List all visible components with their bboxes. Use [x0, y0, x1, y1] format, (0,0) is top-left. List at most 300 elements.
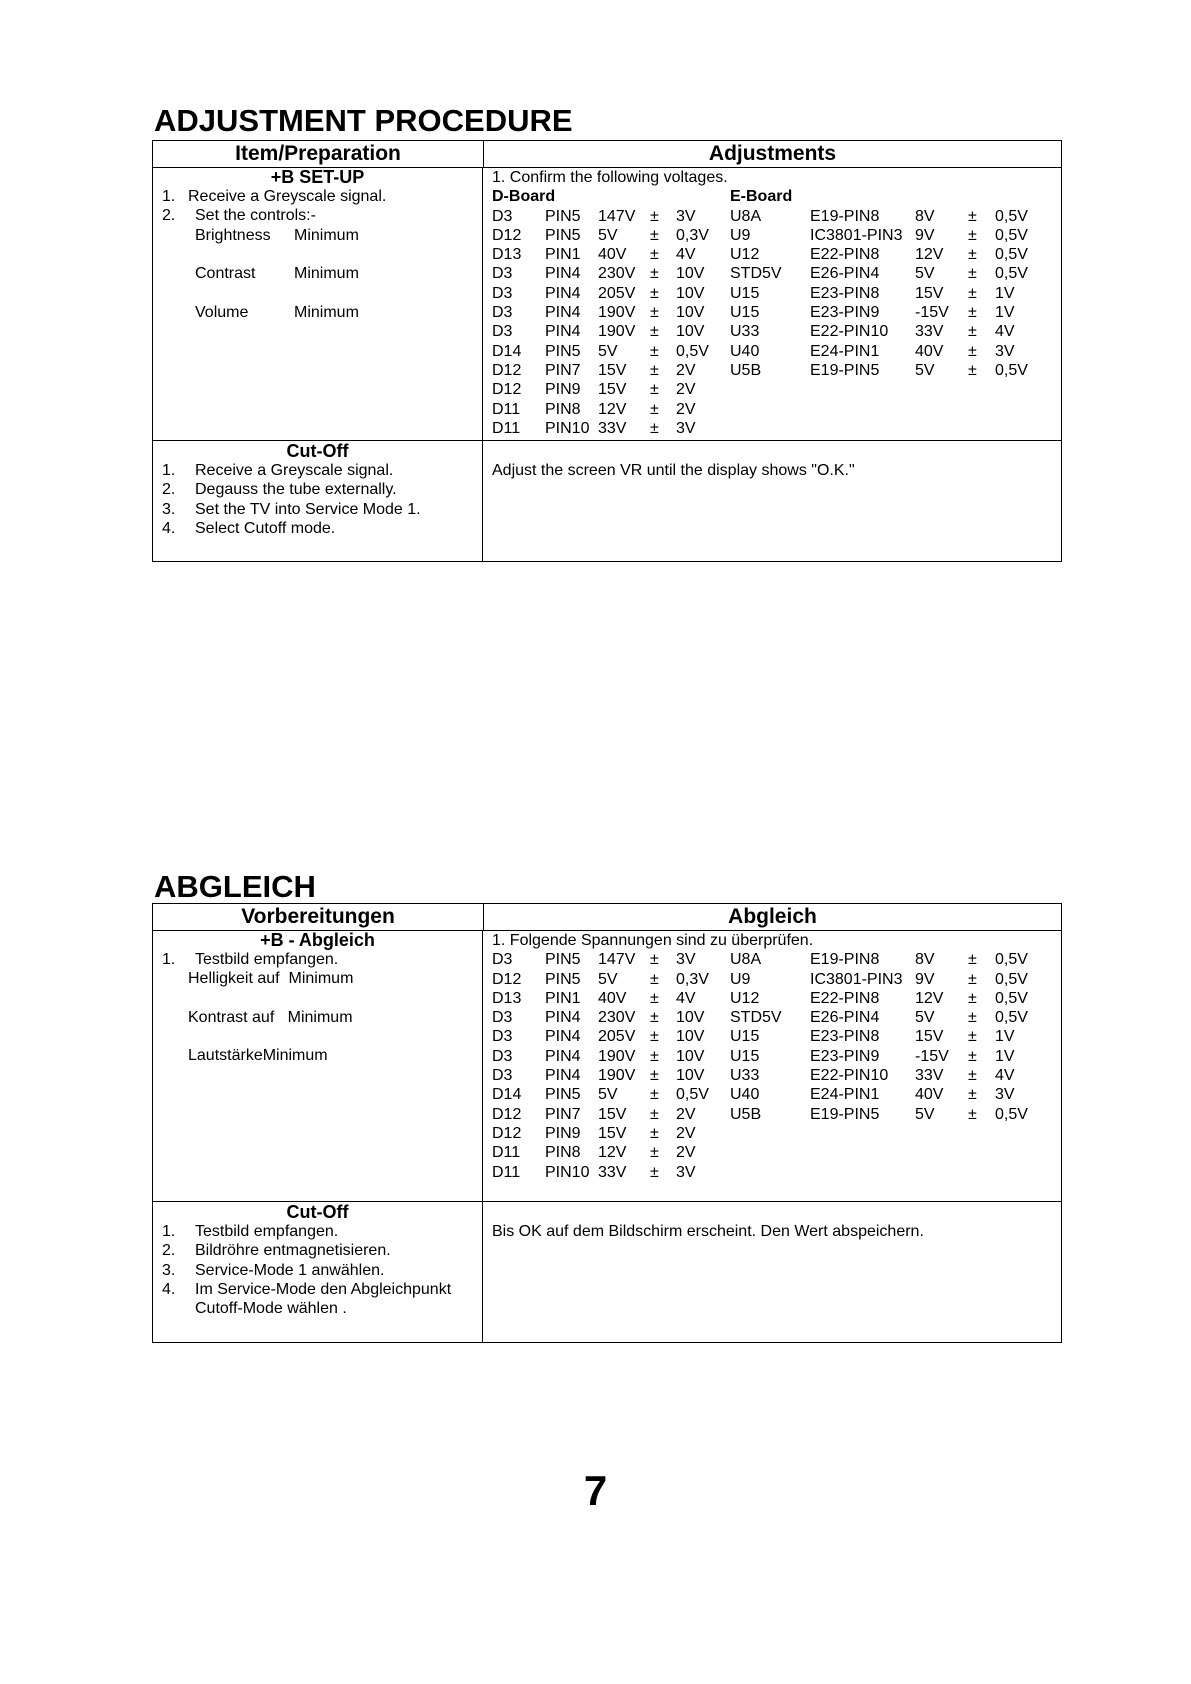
voltage-cell: E26-PIN4: [810, 1009, 880, 1027]
voltage-cell: PIN8: [545, 1144, 581, 1162]
voltage-cell: -15V: [915, 304, 949, 322]
adjustment-table: [152, 140, 1062, 562]
voltage-cell: PIN4: [545, 265, 581, 283]
voltage-cell: 33V: [915, 323, 944, 341]
voltage-cell: 5V: [598, 1086, 618, 1104]
step-number: 1.: [162, 188, 176, 205]
voltage-cell: 40V: [915, 342, 944, 360]
voltage-cell: [915, 1163, 968, 1182]
voltage-row: [492, 400, 1061, 419]
voltage-cell: 0,5V: [995, 951, 1028, 969]
voltage-cell: 10V: [676, 304, 705, 322]
voltage-cell: ±: [968, 265, 977, 283]
voltage-cell: [968, 400, 995, 419]
voltage-cell: 15V: [598, 381, 627, 399]
voltage-cell: ±: [650, 1163, 659, 1181]
voltage-rows: [492, 207, 1061, 439]
voltage-cell: [810, 1143, 915, 1162]
voltage-cell: ±: [650, 1144, 659, 1162]
voltage-cell: 10V: [676, 1067, 705, 1085]
voltage-cell: 3V: [676, 1163, 696, 1181]
step-text: Degauss the tube externally.: [195, 481, 397, 499]
voltage-row: [492, 1027, 1061, 1046]
voltage-cell: ±: [650, 1086, 659, 1104]
voltage-cell: U9: [730, 970, 751, 988]
voltage-cell: 33V: [598, 419, 627, 437]
voltage-rows: [492, 950, 1061, 1182]
voltage-cell: D3: [492, 265, 513, 283]
voltage-cell: 2V: [676, 381, 696, 399]
voltage-cell: D11: [492, 400, 521, 418]
voltage-cell: 147V: [598, 951, 636, 969]
voltage-cell: 5V: [915, 1105, 935, 1123]
voltage-cell: ±: [650, 304, 659, 322]
voltage-row: [492, 1163, 1061, 1182]
voltage-cell: ±: [968, 1086, 977, 1104]
setup-row: [153, 168, 1061, 440]
voltage-cell: 3V: [995, 1086, 1015, 1104]
step-number: 2.: [162, 481, 176, 499]
voltage-cell: 40V: [598, 989, 627, 1007]
voltage-cell: 0,5V: [995, 265, 1028, 283]
voltage-cell: U15: [730, 1028, 760, 1046]
cutoff-instruction: Bis OK auf dem Bildschirm erscheint. Den Wert abspeichern.: [492, 1223, 924, 1240]
voltage-cell: 15V: [598, 1105, 627, 1123]
voltage-cell: -15V: [915, 1047, 949, 1065]
voltage-cell: ±: [650, 361, 659, 379]
control-setting: [162, 1046, 482, 1065]
step-text: Im Service-Mode den Abgleichpunkt Cutoff-Mode wählen .: [195, 1280, 452, 1318]
voltage-cell: ±: [650, 226, 659, 244]
voltage-cell: 12V: [598, 400, 627, 418]
voltage-cell: [915, 1143, 968, 1162]
control-setting: [162, 264, 482, 283]
voltage-cell: 3V: [676, 951, 696, 969]
voltage-cell: ±: [650, 323, 659, 341]
voltage-cell: PIN5: [545, 970, 581, 988]
voltage-cell: U5B: [730, 1105, 762, 1123]
voltage-cell: 15V: [598, 361, 627, 379]
voltage-cell: ±: [968, 207, 977, 225]
voltage-cell: 0,5V: [676, 1086, 709, 1104]
voltage-row: [492, 207, 1061, 226]
voltage-cell: ±: [650, 381, 659, 399]
voltage-cell: 0,5V: [995, 1105, 1028, 1123]
control-setting: [162, 1008, 482, 1027]
voltage-cell: 5V: [598, 970, 618, 988]
setup-heading: +B - Abgleich: [260, 930, 375, 950]
column-header-vorbereitungen: Vorbereitungen: [153, 904, 484, 930]
confirm-instruction: 1. Confirm the following voltages.: [492, 169, 728, 186]
voltage-cell: E24-PIN1: [810, 342, 880, 360]
voltage-cell: [968, 419, 995, 438]
prep-step: [162, 206, 482, 225]
voltage-cell: ±: [968, 304, 977, 322]
voltage-cell: 15V: [915, 1028, 944, 1046]
voltage-cell: [810, 400, 915, 419]
voltage-cell: D3: [492, 1047, 513, 1065]
voltage-cell: E23-PIN8: [810, 284, 880, 302]
prep-step: [162, 1261, 482, 1280]
step-text: Testbild empfangen.: [195, 951, 339, 968]
voltage-cell: 2V: [676, 400, 696, 418]
voltage-cell: 10V: [676, 1047, 705, 1065]
setup-row: [153, 931, 1061, 1201]
voltage-cell: D12: [492, 361, 522, 379]
voltage-row: [492, 303, 1061, 322]
voltage-cell: ±: [968, 361, 977, 379]
voltage-cell: ±: [650, 989, 659, 1007]
setup-heading: +B SET-UP: [270, 167, 365, 187]
voltage-cell: ±: [968, 1047, 977, 1065]
voltage-cell: 0,5V: [676, 342, 709, 360]
voltage-cell: [915, 419, 968, 438]
step-number: 3.: [162, 500, 176, 518]
voltage-cell: 0,5V: [995, 246, 1028, 264]
voltage-cell: 8V: [915, 951, 935, 969]
voltage-cell: ±: [650, 1009, 659, 1027]
voltage-cell: 1V: [995, 1028, 1015, 1046]
step-text: Receive a Greyscale signal.: [195, 462, 394, 479]
voltage-cell: E26-PIN4: [810, 265, 880, 283]
voltage-cell: D14: [492, 342, 522, 360]
voltage-cell: E22-PIN10: [810, 323, 889, 341]
voltage-cell: PIN5: [545, 1086, 581, 1104]
voltage-cell: U5B: [730, 361, 762, 379]
voltage-cell: [995, 1143, 1061, 1162]
voltage-cell: E19-PIN8: [810, 951, 880, 969]
e-board-label: E-Board: [730, 188, 793, 206]
voltage-cell: PIN9: [545, 381, 581, 399]
prep-step: [162, 1280, 485, 1319]
voltage-cell: 12V: [915, 246, 944, 264]
voltage-cell: D11: [492, 419, 521, 437]
voltage-cell: 10V: [676, 323, 705, 341]
voltage-cell: D12: [492, 970, 522, 988]
voltage-cell: E23-PIN9: [810, 304, 880, 322]
voltage-cell: 8V: [915, 207, 935, 225]
voltage-cell: U8A: [730, 207, 762, 225]
table-header: [153, 904, 1061, 931]
voltage-cell: ±: [968, 342, 977, 360]
voltage-cell: 1V: [995, 284, 1015, 302]
step-text: Set the controls:-: [195, 207, 316, 225]
voltage-row: [492, 361, 1061, 380]
control-name: Contrast: [195, 265, 256, 283]
page-number: 7: [583, 1467, 608, 1514]
voltage-cell: 2V: [676, 1105, 696, 1123]
voltage-cell: 9V: [915, 226, 935, 244]
voltage-cell: U15: [730, 284, 760, 302]
voltage-cell: 12V: [915, 989, 944, 1007]
voltage-cell: ±: [650, 419, 659, 437]
voltage-cell: D3: [492, 1009, 513, 1027]
voltage-cell: D3: [492, 323, 513, 341]
prep-step: [162, 1222, 482, 1241]
voltage-cell: D13: [492, 989, 522, 1007]
voltage-cell: [810, 380, 915, 399]
voltage-cell: ±: [968, 970, 977, 988]
voltage-row: [492, 245, 1061, 264]
voltage-cell: [730, 380, 810, 399]
voltage-cell: 12V: [598, 1144, 627, 1162]
voltage-cell: ±: [968, 226, 977, 244]
voltage-cell: IC3801-PIN3: [810, 970, 903, 988]
setup-preparation: [153, 931, 483, 1201]
voltage-cell: 0,5V: [995, 970, 1028, 988]
voltage-cell: 5V: [915, 361, 935, 379]
voltage-cell: U9: [730, 226, 751, 244]
voltage-cell: 2V: [676, 1144, 696, 1162]
step-text: Testbild empfangen.: [195, 1223, 339, 1240]
voltage-cell: [915, 400, 968, 419]
voltage-cell: ±: [650, 207, 659, 225]
voltage-cell: 33V: [915, 1067, 944, 1085]
voltage-cell: E19-PIN8: [810, 207, 880, 225]
voltage-cell: ±: [968, 284, 977, 302]
voltage-cell: [730, 419, 810, 438]
voltage-cell: D11: [492, 1144, 521, 1162]
voltage-cell: D11: [492, 1163, 521, 1181]
voltage-cell: 190V: [598, 304, 636, 322]
voltage-cell: 147V: [598, 207, 636, 225]
voltage-cell: ±: [650, 284, 659, 302]
step-number: 4.: [162, 1280, 176, 1298]
voltage-cell: ±: [650, 1067, 659, 1085]
step-text: Set the TV into Service Mode 1.: [195, 500, 421, 518]
voltage-cell: ±: [968, 246, 977, 264]
voltage-cell: 0,5V: [995, 361, 1028, 379]
voltage-cell: [730, 1143, 810, 1162]
control-name: Kontrast auf: [188, 1008, 275, 1026]
voltage-cell: PIN4: [545, 304, 581, 322]
voltage-cell: PIN8: [545, 400, 581, 418]
voltage-cell: PIN10: [545, 419, 590, 437]
voltage-cell: ±: [968, 1028, 977, 1046]
voltage-cell: PIN1: [545, 989, 581, 1007]
voltage-cell: 2V: [676, 1124, 696, 1142]
voltage-cell: D14: [492, 1086, 522, 1104]
voltage-cell: [968, 1143, 995, 1162]
voltage-cell: PIN4: [545, 1067, 581, 1085]
voltage-cell: 5V: [915, 265, 935, 283]
voltage-row: [492, 1143, 1061, 1162]
abgleich-table: [152, 903, 1062, 1343]
voltage-cell: 4V: [995, 323, 1015, 341]
voltage-cell: ±: [650, 970, 659, 988]
voltage-cell: ±: [650, 951, 659, 969]
voltage-cell: E19-PIN5: [810, 361, 880, 379]
voltage-cell: PIN9: [545, 1124, 581, 1142]
control-name: Helligkeit auf: [188, 970, 280, 988]
control-name: Brightness: [195, 226, 271, 244]
voltage-cell: [730, 400, 810, 419]
voltage-cell: U33: [730, 1067, 760, 1085]
voltage-cell: 15V: [915, 284, 944, 302]
cutoff-adjustments: [483, 1202, 1061, 1342]
voltage-cell: 40V: [598, 246, 627, 264]
column-header-preparation: Item/Preparation: [153, 141, 484, 167]
cutoff-instruction: Adjust the screen VR until the display shows "O.K.": [492, 462, 855, 479]
voltage-row: [492, 1008, 1061, 1027]
voltage-cell: PIN1: [545, 246, 581, 264]
voltage-row: [492, 1085, 1061, 1104]
voltage-cell: 190V: [598, 1047, 636, 1065]
voltage-cell: [730, 1124, 810, 1143]
voltage-cell: D12: [492, 226, 522, 244]
prep-step: [162, 950, 482, 969]
voltage-cell: U12: [730, 989, 760, 1007]
column-header-adjustments: Adjustments: [708, 142, 837, 165]
cutoff-preparation: [153, 1202, 483, 1342]
voltage-cell: U40: [730, 342, 760, 360]
voltage-cell: E23-PIN9: [810, 1047, 880, 1065]
control-value: Minimum: [294, 303, 359, 321]
voltage-cell: ±: [650, 400, 659, 418]
voltage-cell: 0,5V: [995, 226, 1028, 244]
voltage-cell: E22-PIN8: [810, 989, 880, 1007]
cutoff-heading: Cut-Off: [286, 1202, 349, 1222]
voltage-cell: [995, 380, 1061, 399]
control-value: Minimum: [294, 265, 359, 283]
voltage-cell: 10V: [676, 284, 705, 302]
voltage-row: [492, 970, 1061, 989]
voltage-cell: [968, 1163, 995, 1182]
confirm-instruction: 1. Folgende Spannungen sind zu überprüfen.: [492, 932, 814, 949]
voltage-cell: 40V: [915, 1086, 944, 1104]
voltage-cell: 10V: [676, 1009, 705, 1027]
voltage-cell: D3: [492, 951, 513, 969]
voltage-cell: PIN7: [545, 1105, 581, 1123]
voltage-cell: ±: [968, 323, 977, 341]
control-value: Minimum: [288, 970, 354, 988]
voltage-cell: 3V: [995, 342, 1015, 360]
voltage-cell: [810, 1163, 915, 1182]
voltage-cell: [995, 1124, 1061, 1143]
voltage-cell: 0,3V: [676, 226, 709, 244]
control-name: Lautstärke: [188, 1047, 263, 1065]
voltage-row: [492, 989, 1061, 1008]
voltage-cell: D12: [492, 381, 522, 399]
voltage-row: [492, 1105, 1061, 1124]
voltage-cell: 1V: [995, 304, 1015, 322]
voltage-cell: D12: [492, 1124, 522, 1142]
voltage-cell: E24-PIN1: [810, 1086, 880, 1104]
voltage-row: [492, 322, 1061, 341]
voltage-cell: 1V: [995, 1047, 1015, 1065]
voltage-cell: U15: [730, 304, 760, 322]
voltage-cell: PIN5: [545, 226, 581, 244]
control-value: Minimum: [287, 1008, 353, 1026]
section-title-abgleich: ABGLEICH: [154, 869, 316, 904]
voltage-cell: ±: [968, 1067, 977, 1085]
voltage-cell: U15: [730, 1047, 760, 1065]
voltage-cell: 205V: [598, 1028, 636, 1046]
voltage-cell: D3: [492, 304, 513, 322]
board-header-row: [492, 187, 1061, 206]
voltage-cell: 0,3V: [676, 970, 709, 988]
voltage-cell: E22-PIN8: [810, 246, 880, 264]
page-title: ADJUSTMENT PROCEDURE: [154, 103, 573, 138]
cutoff-adjustments: [483, 441, 1061, 561]
voltage-row: [492, 342, 1061, 361]
step-number: 3.: [162, 1261, 176, 1279]
voltage-cell: ±: [650, 342, 659, 360]
step-number: 2.: [162, 207, 176, 225]
voltage-cell: [968, 1124, 995, 1143]
step-number: 1.: [162, 1223, 176, 1240]
setup-preparation: [153, 168, 483, 440]
control-setting: [162, 303, 482, 322]
voltage-cell: IC3801-PIN3: [810, 226, 903, 244]
voltage-cell: [915, 1124, 968, 1143]
voltage-cell: ±: [968, 1009, 977, 1027]
voltage-cell: ±: [650, 1047, 659, 1065]
voltage-cell: ±: [650, 1028, 659, 1046]
voltage-table-en: [492, 187, 1061, 438]
voltage-table-de: [492, 950, 1061, 1182]
voltage-cell: ±: [968, 989, 977, 1007]
voltage-cell: [810, 1124, 915, 1143]
voltage-cell: [995, 400, 1061, 419]
voltage-cell: PIN4: [545, 284, 581, 302]
step-text: Bildröhre entmagnetisieren.: [195, 1242, 391, 1260]
step-number: 2.: [162, 1242, 176, 1260]
voltage-cell: E23-PIN8: [810, 1028, 880, 1046]
voltage-row: [492, 1066, 1061, 1085]
voltage-cell: PIN10: [545, 1163, 590, 1181]
step-text: Receive a Greyscale signal.: [188, 188, 387, 205]
prep-step: [162, 500, 482, 519]
table-header: [153, 141, 1061, 168]
voltage-cell: D13: [492, 246, 522, 264]
control-value: Minimum: [294, 226, 359, 244]
voltage-cell: 10V: [676, 1028, 705, 1046]
voltage-cell: 0,5V: [995, 1009, 1028, 1027]
voltage-cell: 230V: [598, 265, 636, 283]
voltage-cell: 5V: [915, 1009, 935, 1027]
voltage-cell: 33V: [598, 1163, 627, 1181]
voltage-cell: D3: [492, 207, 513, 225]
voltage-cell: PIN4: [545, 1028, 581, 1046]
voltage-cell: 190V: [598, 323, 636, 341]
voltage-cell: [995, 1163, 1061, 1182]
control-name: Volume: [195, 303, 249, 321]
voltage-row: [492, 1047, 1061, 1066]
voltage-cell: 10V: [676, 265, 705, 283]
voltage-row: [492, 380, 1061, 399]
voltage-row: [492, 264, 1061, 283]
voltage-cell: [810, 419, 915, 438]
control-value: Minimum: [262, 1047, 328, 1065]
voltage-cell: 5V: [598, 342, 618, 360]
voltage-cell: ±: [650, 1105, 659, 1123]
column-header-abgleich: Abgleich: [728, 905, 817, 928]
setup-adjustments: [483, 931, 1061, 1201]
voltage-cell: 0,5V: [995, 207, 1028, 225]
voltage-cell: PIN7: [545, 361, 581, 379]
prep-step: [162, 519, 482, 538]
step-text: Select Cutoff mode.: [195, 519, 336, 537]
voltage-cell: 205V: [598, 284, 636, 302]
voltage-cell: PIN4: [545, 1009, 581, 1027]
voltage-cell: 4V: [676, 246, 696, 264]
voltage-cell: 9V: [915, 970, 935, 988]
cutoff-heading: Cut-Off: [286, 441, 349, 461]
voltage-cell: PIN5: [545, 951, 581, 969]
voltage-row: [492, 284, 1061, 303]
voltage-cell: 4V: [676, 989, 696, 1007]
